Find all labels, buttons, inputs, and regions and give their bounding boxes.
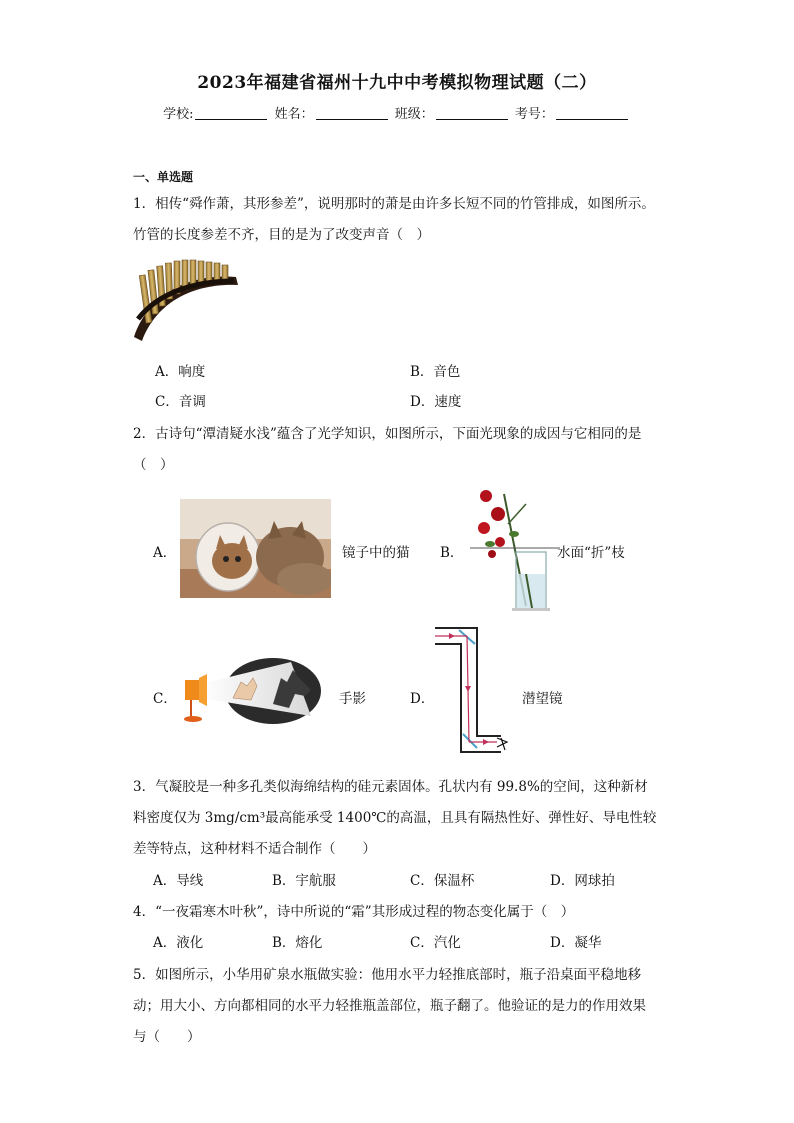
flower-in-glass-image (470, 484, 560, 614)
q2-option-a-label[interactable]: A． (153, 545, 177, 561)
class-blank[interactable] (436, 107, 508, 120)
q2-option-d-caption: 潜望镜 (522, 691, 563, 707)
q2-option-b-caption: 水面“折”枝 (557, 545, 625, 561)
q2-option-a-caption: 镜子中的猫 (342, 545, 410, 561)
q3-option-d[interactable]: D．网球拍 (550, 873, 615, 889)
q3-line-2: 料密度仅为 3mg/cm³最高能承受 1400℃的高温，且具有隔热性好、弹性好、导电性较 (133, 810, 657, 826)
number-label: 考号： (514, 107, 554, 122)
q2-line-1: 2．古诗句“潭清疑水浅”蕴含了光学知识，如图所示，下面光现象的成因与它相同的是 (133, 426, 642, 442)
q3-option-b[interactable]: B．宇航服 (272, 873, 336, 889)
q1-option-b[interactable]: B．音色 (410, 364, 461, 380)
q4-option-c[interactable]: C．汽化 (410, 935, 461, 951)
number-blank[interactable] (556, 107, 628, 120)
periscope-diagram (431, 626, 513, 760)
q4-line-1: 4．“一夜霜寒木叶秋”，诗中所说的“霜”其形成过程的物态变化属于（ ） (133, 904, 575, 920)
q2-option-c-caption: 手影 (339, 691, 366, 707)
q1-option-a[interactable]: A．响度 (155, 364, 206, 380)
q3-option-c[interactable]: C．保温杯 (410, 873, 475, 889)
q5-line-1: 5．如图所示，小华用矿泉水瓶做实验：他用水平力轻推底部时，瓶子沿桌面平稳地移 (133, 967, 642, 983)
q1-line-1: 1．相传“舜作萧，其形参差”，说明那时的萧是由许多长短不同的竹管排成，如图所示。 (133, 196, 655, 212)
q3-line-1: 3．气凝胶是一种多孔类似海绵结构的硅元素固体。孔状内有 99.8%的空间，这种新材 (133, 779, 648, 795)
class-label: 班级： (394, 107, 434, 122)
q5-line-2: 动；用大小、方向都相同的水平力轻推瓶盖部位，瓶子翻了。他验证的是力的作用效果 (133, 998, 646, 1014)
q1-option-d[interactable]: D．速度 (410, 394, 462, 410)
q1-option-c[interactable]: C．音调 (155, 394, 206, 410)
page-title: 2023年福建省福州十九中中考模拟物理试题（二） (197, 73, 597, 93)
q3-line-3: 差等特点，这种材料不适合制作（ ） (133, 841, 376, 857)
q4-option-d[interactable]: D．凝华 (550, 935, 602, 951)
name-label: 姓名： (274, 107, 314, 122)
school-label: 学校: (163, 107, 194, 122)
q4-option-a[interactable]: A．液化 (153, 935, 204, 951)
name-blank[interactable] (316, 107, 388, 120)
student-info-line (0, 103, 794, 122)
q5-line-3: 与（ ） (133, 1029, 201, 1045)
q3-option-a[interactable]: A．导线 (153, 873, 204, 889)
school-blank[interactable] (195, 107, 267, 120)
q2-option-d-label[interactable]: D． (410, 691, 435, 707)
q2-option-b-label[interactable]: B． (440, 545, 464, 561)
q1-line-2: 竹管的长度参差不齐，目的是为了改变声音（ ） (133, 227, 430, 243)
hand-shadow-image (181, 656, 323, 726)
panpipe-image (128, 255, 243, 345)
q2-line-2: （ ） (133, 457, 174, 473)
section-title: 一、单选题 (133, 170, 194, 184)
q2-option-c-label[interactable]: C． (153, 691, 177, 707)
q4-option-b[interactable]: B．熔化 (272, 935, 323, 951)
cat-mirror-image (180, 499, 331, 598)
